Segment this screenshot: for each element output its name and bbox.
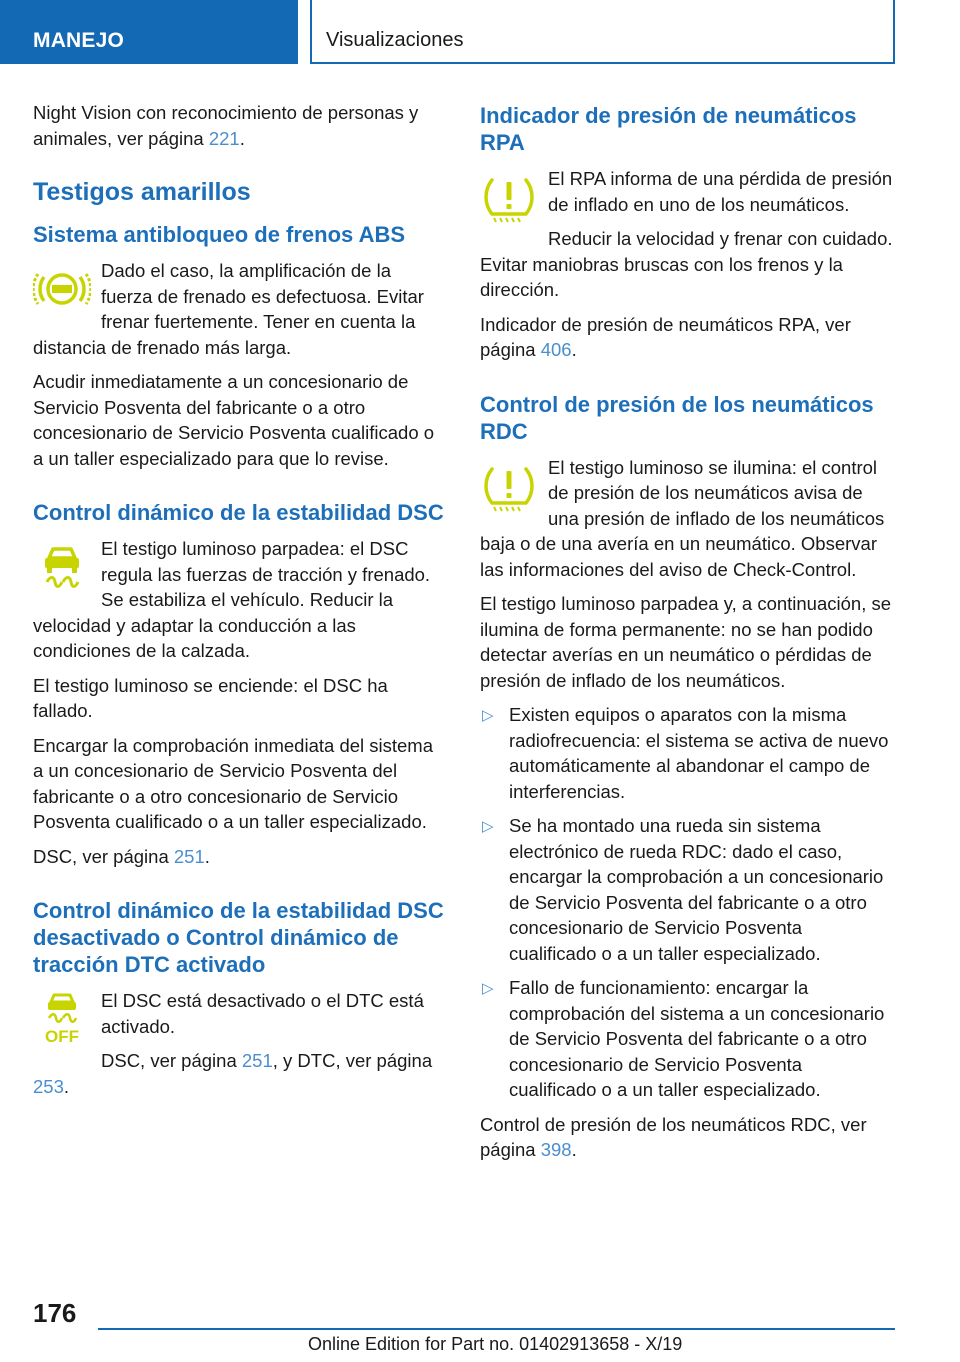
footer-edition: Online Edition for Part no. 01402913658 - X/19 [308,1334,683,1354]
rdc-paragraph-1: El testigo luminoso se ilumina: el control de presión de los neumáticos avisa de una presión de inflado de los neumáticos baja o de una avería en un neumático. Observar las informaciones del aviso de Check-Control. [480,456,885,580]
abs-warning-icon [33,260,91,318]
triangle-bullet-icon: ▷ [482,980,494,997]
triangle-bullet-icon: ▷ [482,707,494,724]
abs-paragraph-2: Acudir inmediatamente a un concesionario de Servicio Posventa del fabricante o a otro concesionario de Servicio Posventa cualificado o a un taller especializado para que lo revise. [33,371,435,469]
page-number: 176 [33,1298,77,1328]
footer-divider [98,1328,895,1330]
dsc-off-paragraph-1: El DSC está desactivado o el DTC está activado. [101,990,424,1037]
heading-dsc: Control dinámico de la estabilidad DSC [33,500,444,525]
tire-pressure-warning-icon [480,457,538,515]
right-column [480,100,894,1172]
rpa-paragraph-2: Reducir la velocidad y frenar con cuidado. Evitar maniobras bruscas con los frenos y la dirección. [480,228,893,300]
list-item: ▷ Existen equipos o aparatos con la misma radiofrecuencia: el sistema se activa de nuevo automáticamente al abandonar el campo de interferencias. [482,704,889,802]
dsc-warning-block [33,536,447,664]
chapter-tab [310,0,895,64]
page-link-398[interactable]: 398 [540,1139,572,1160]
page-link-251[interactable]: 251 [173,845,205,867]
dsc-off-warning-icon [33,990,91,1048]
dsc-paragraph-2: El testigo luminoso se enciende: el DSC ha fallado. [33,674,388,721]
heading-testigos-amarillos: Testigos amarillos [33,178,251,206]
dsc-reference: DSC, ver página 251. [33,845,210,867]
abs-warning-block [33,258,447,360]
dsc-off-warning-block [33,988,447,1099]
abs-paragraph-1: Dado el caso, la amplificación de la fuerza de frenado es defectuosa. Evitar frenar fuertemente. Tener en cuenta la distancia de frenado más larga. [33,260,424,358]
section-tab [0,0,298,64]
intro-paragraph: Night Vision con reconocimiento de personas y animales, ver página 221. [33,102,419,149]
heading-rdc: Control de presión de los neumáticos RDC [480,391,874,444]
list-item: ▷ Fallo de funcionamiento: encargar la comprobación del sistema a un concesionario de Servicio Posventa del fabricante o a otro concesionario de Servicio Posventa cualificado o a un taller especializado. [482,977,885,1100]
dsc-off-reference: DSC, ver página 251, y DTC, ver página 253. [33,1050,433,1097]
dsc-off-icon-text: OFF [45,1027,79,1046]
page-link-253[interactable]: 253 [33,1075,64,1097]
list-item: ▷ Se ha montado una rueda sin sistema electrónico de rueda RDC: dado el caso, encargar la comprobación a un concesionario de Servicio Posventa del fabricante o a otro concesionario de Servicio Posventa cualificado o a un taller especializado. [482,815,884,964]
triangle-bullet-icon: ▷ [482,818,494,835]
page-link-221[interactable]: 221 [208,127,240,149]
rdc-warning-block [480,455,894,583]
heading-rpa: Indicador de presión de neumáticos RPA [480,103,857,155]
chapter-label: Visualizaciones [326,29,464,51]
rdc-bullet-list [480,702,894,1103]
section-label: MANEJO [33,29,125,52]
dsc-paragraph-1: El testigo luminoso parpadea: el DSC regula las fuerzas de tracción y frenado. Se estabiliza el vehículo. Reducir la velocidad y adaptar la conducción a las condiciones de la calzada. [33,538,431,661]
page-link-251b[interactable]: 251 [241,1050,273,1071]
heading-dsc-off: Control dinámico de la estabilidad DSC desactivado o Control dinámico de tracción DTC activado [33,898,444,977]
dsc-warning-icon [33,538,91,596]
heading-abs: Sistema antibloqueo de frenos ABS [33,222,406,247]
rpa-reference: Indicador de presión de neumáticos RPA, ver página 406. [480,313,851,360]
left-column [33,100,447,1108]
page-link-406[interactable]: 406 [540,339,572,360]
rpa-warning-block [480,166,894,217]
rdc-reference: Control de presión de los neumáticos RDC, ver página 398. [480,1113,867,1160]
rpa-paragraph-1: El RPA informa de una pérdida de presión de inflado en uno de los neumáticos. [548,168,893,215]
dsc-paragraph-3: Encargar la comprobación inmediata del sistema a un concesionario de Servicio Posventa del fabricante o a otro concesionario de Servicio Posventa cualificado o a un taller especializado. [33,734,434,832]
tire-pressure-warning-icon [480,168,538,226]
rdc-paragraph-2: El testigo luminoso parpadea y, a continuación, se ilumina de forma permanente: no se han podido detectar averías en un neumático o pérdidas de presión de inflado de los neumáticos. [480,593,892,691]
